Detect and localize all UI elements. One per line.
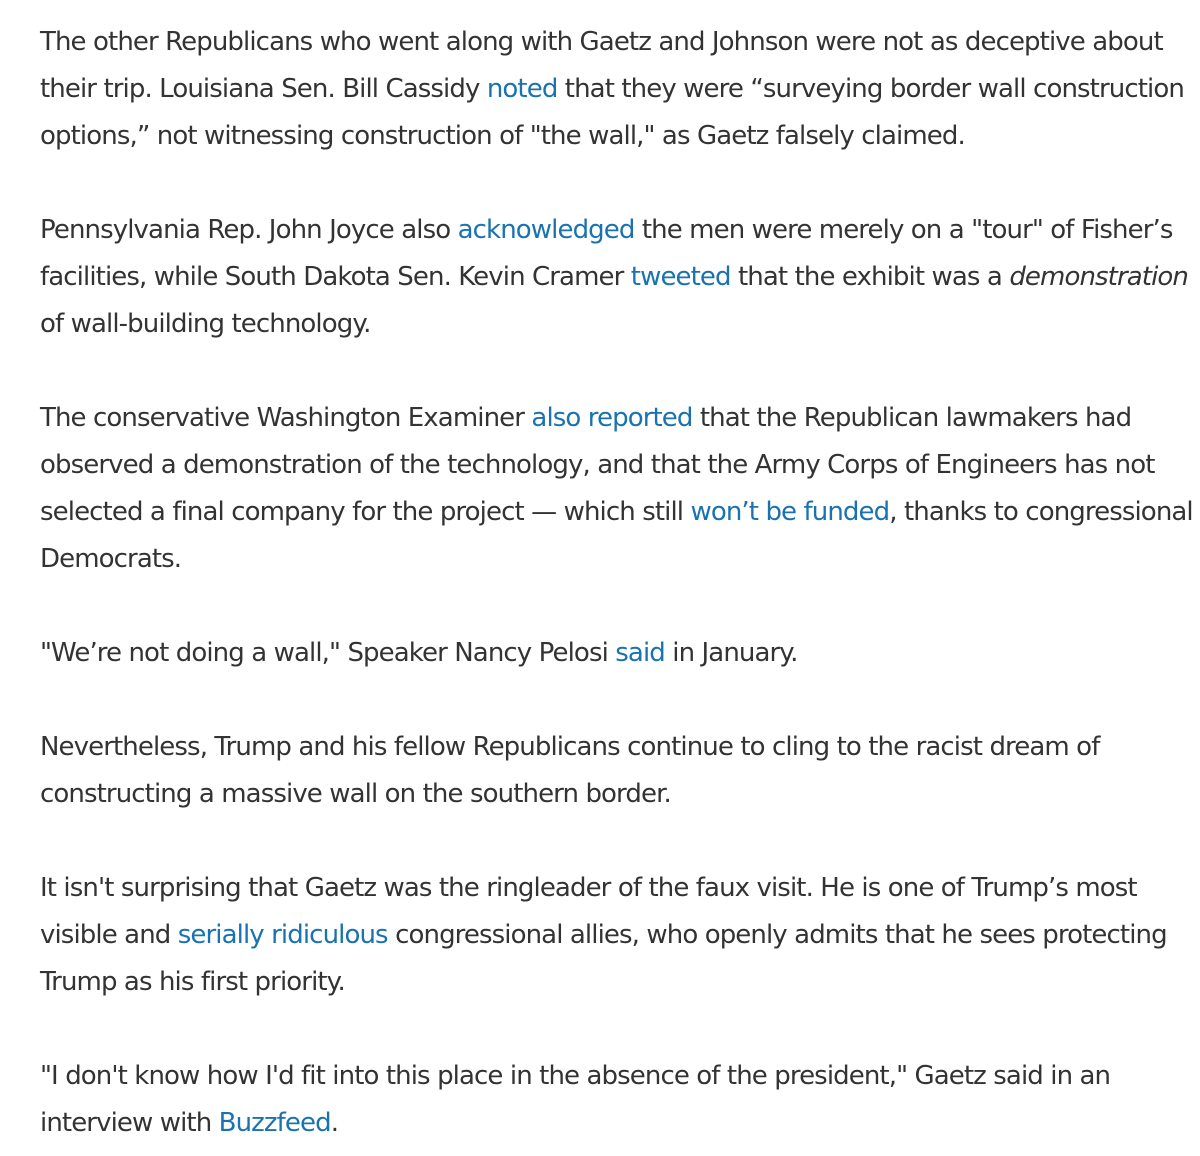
link-also-reported[interactable]: also reported bbox=[531, 403, 693, 433]
link-said[interactable]: said bbox=[615, 638, 665, 668]
paragraph-text: It isn't surprising that Gaetz was the ringleader of the faux visit. He is one of Trump’s most visible and bbox=[40, 873, 1137, 950]
paragraph-text: that the Republican lawmakers had observed a demonstration of the technology, and that the Army Corps of Engineers has not selected a final company for the project — which still bbox=[40, 403, 1155, 527]
article-body bbox=[40, 19, 1198, 1147]
paragraph-ringleader bbox=[40, 865, 1198, 1006]
link-noted[interactable]: noted bbox=[486, 74, 558, 104]
paragraph-text: of wall-building technology. bbox=[40, 309, 371, 339]
link-tweeted[interactable]: tweeted bbox=[630, 262, 731, 292]
paragraph-text: congressional allies, who openly admits that he sees protecting Trump as his first priority. bbox=[40, 920, 1167, 997]
paragraph-text: "I don't know how I'd fit into this place in the absence of the president," Gaetz said in an interview with bbox=[40, 1061, 1111, 1138]
paragraph-text: Nevertheless, Trump and his fellow Republicans continue to cling to the racist dream of constructing a massive wall on the southern border. bbox=[40, 732, 1100, 809]
paragraph-examiner bbox=[40, 395, 1198, 583]
emphasis-text: demonstration bbox=[1009, 262, 1189, 292]
paragraph-text: The other Republicans who went along with Gaetz and Johnson were not as deceptive about their trip. Louisiana Sen. Bill Cassidy bbox=[40, 27, 1163, 104]
paragraph-cassidy bbox=[40, 19, 1198, 160]
paragraph-pelosi bbox=[40, 630, 1198, 677]
paragraph-text: . bbox=[330, 1108, 339, 1138]
paragraph-text: the men were merely on a "tour" of Fisher’s facilities, while South Dakota Sen. Kevin Cramer bbox=[40, 215, 1173, 292]
paragraph-text: that they were “surveying border wall construction options,” not witnessing construction of "the wall," as Gaetz falsely claimed. bbox=[40, 74, 1184, 151]
link-wont-be-funded[interactable]: won’t be funded bbox=[690, 497, 890, 527]
paragraph-joyce-cramer bbox=[40, 207, 1198, 348]
paragraph-text: in January. bbox=[664, 638, 798, 668]
paragraph-nevertheless bbox=[40, 724, 1198, 818]
link-serially-ridiculous[interactable]: serially ridiculous bbox=[177, 920, 388, 950]
paragraph-quote-gaetz bbox=[40, 1053, 1198, 1147]
paragraph-text: , thanks to congressional Democrats. bbox=[40, 497, 1193, 574]
paragraph-text: Pennsylvania Rep. John Joyce also bbox=[40, 215, 458, 245]
paragraph-text: "We’re not doing a wall," Speaker Nancy Pelosi bbox=[40, 638, 616, 668]
link-acknowledged[interactable]: acknowledged bbox=[457, 215, 635, 245]
paragraph-text: The conservative Washington Examiner bbox=[40, 403, 532, 433]
link-buzzfeed[interactable]: Buzzfeed bbox=[218, 1108, 331, 1138]
paragraph-text: that the exhibit was a bbox=[730, 262, 1010, 292]
